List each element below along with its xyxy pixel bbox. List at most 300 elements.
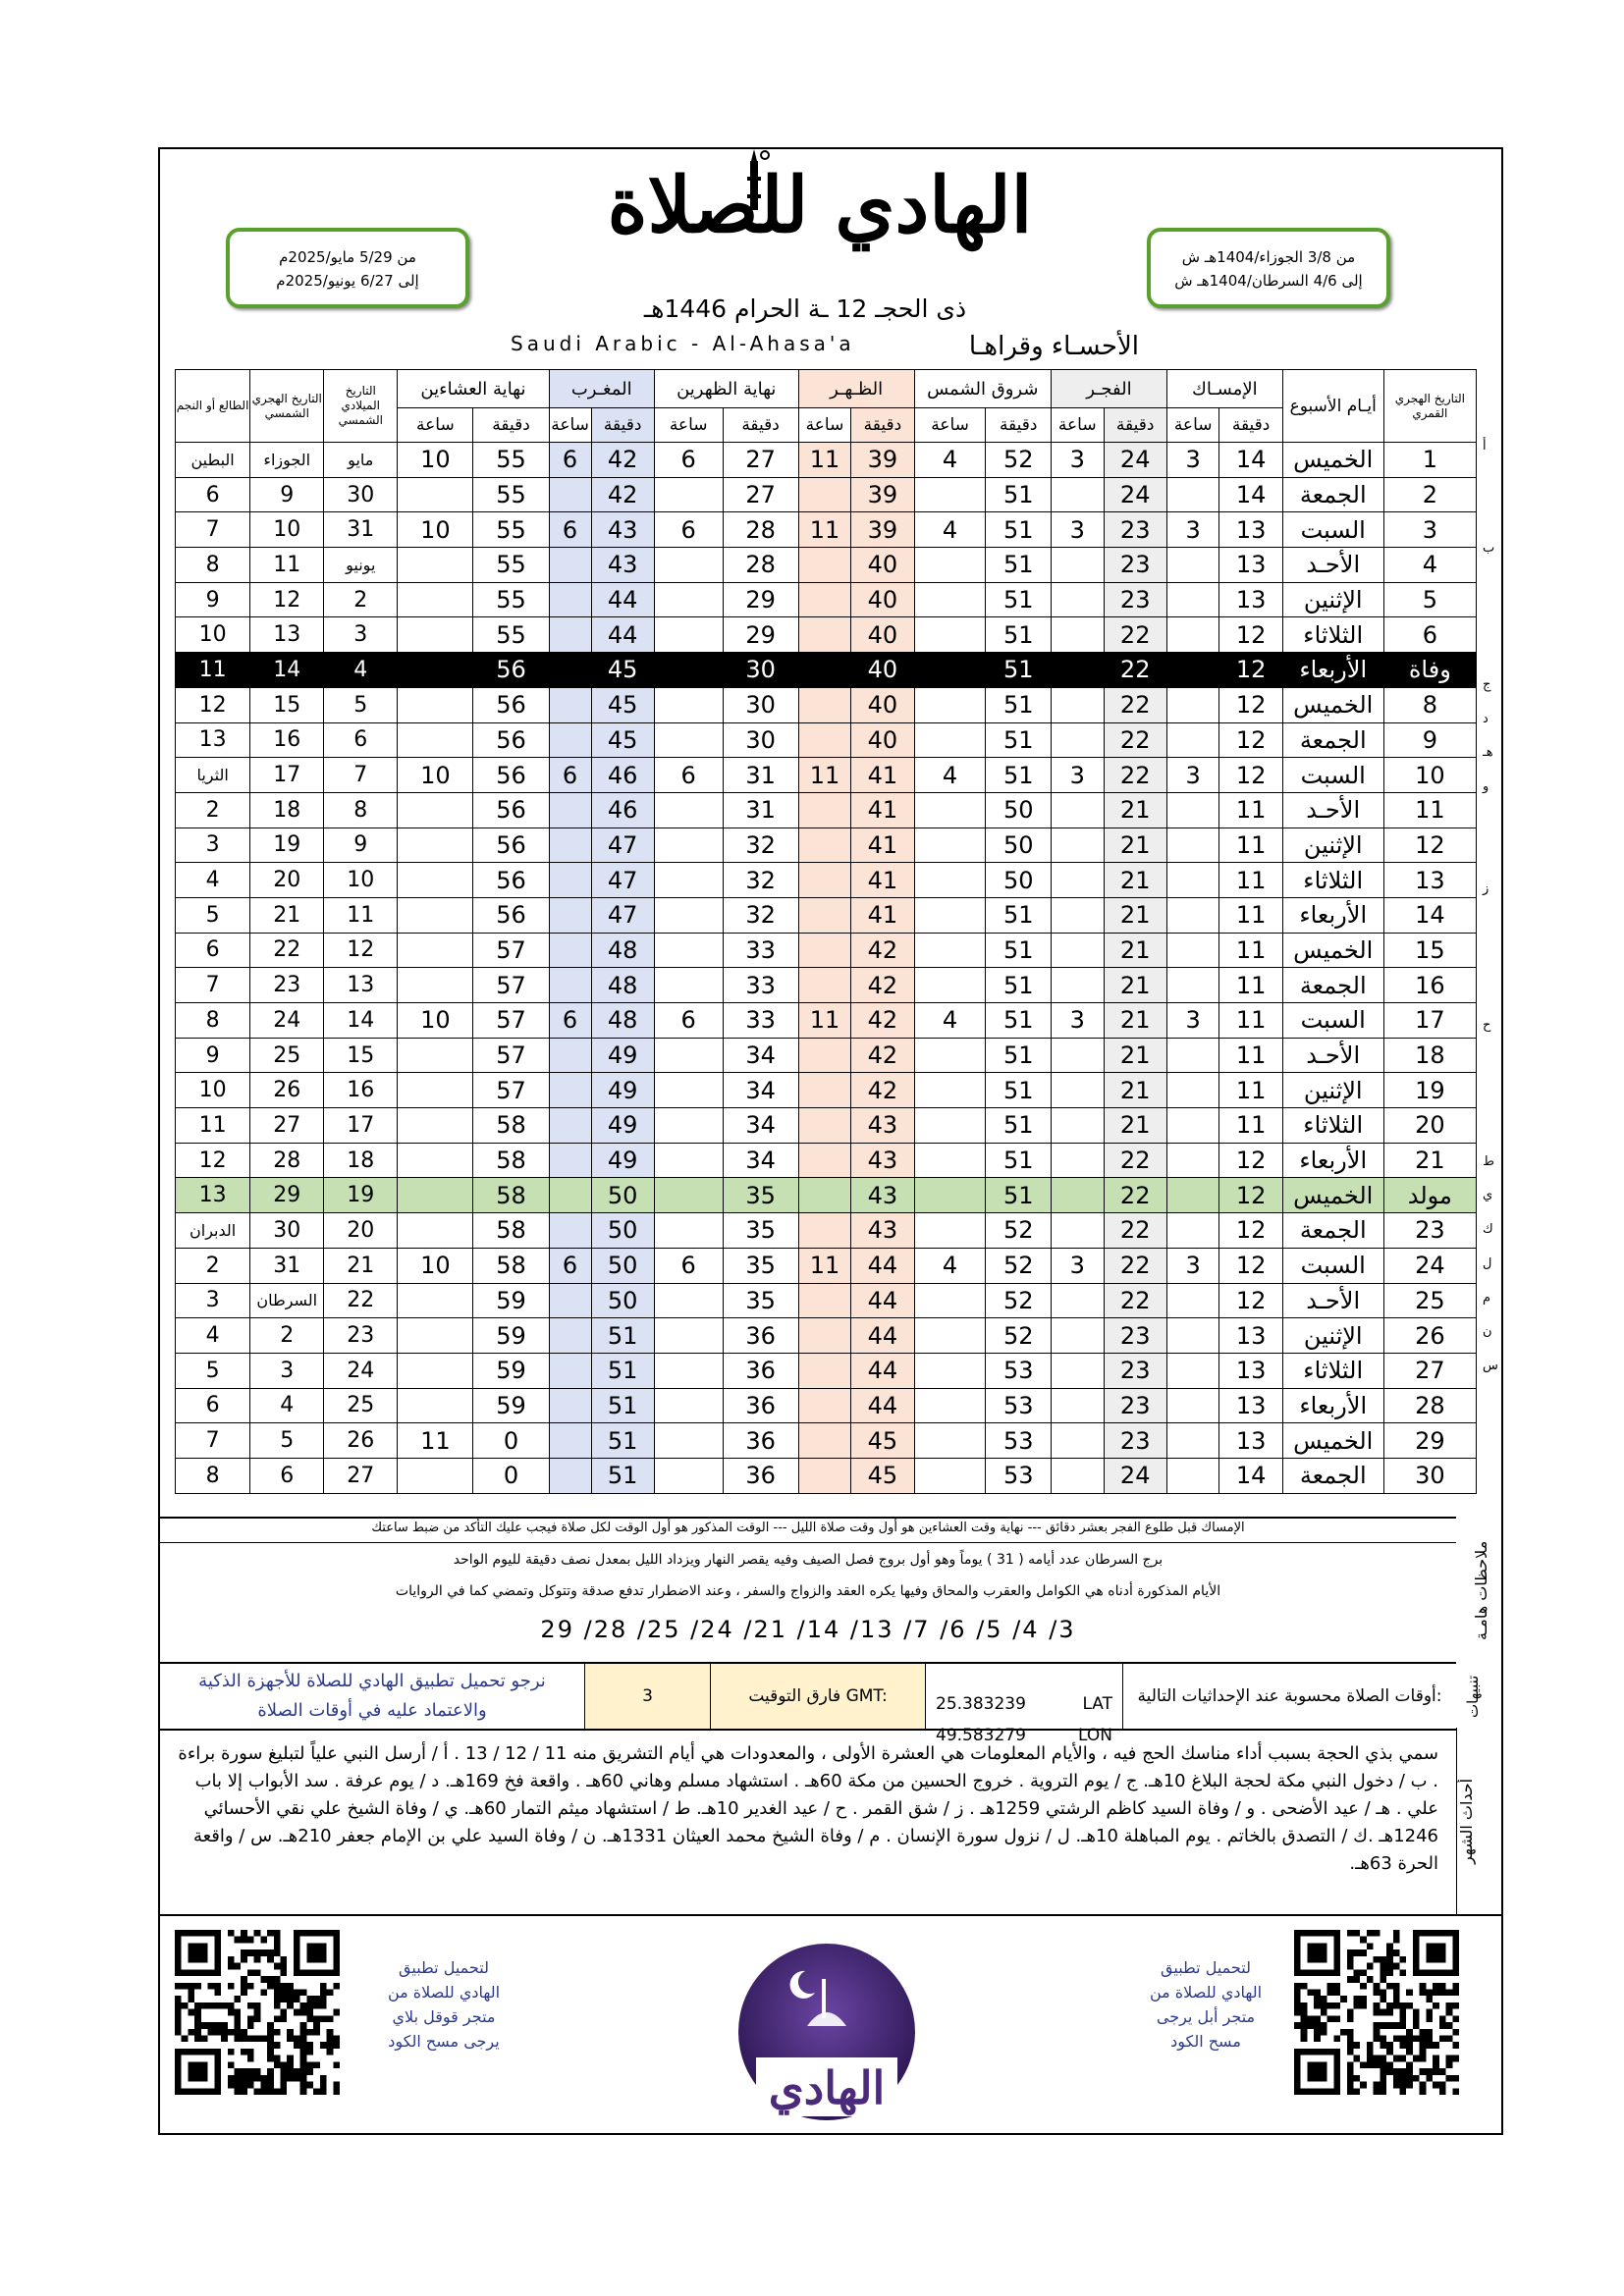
gregorian-cell: 22: [324, 1283, 398, 1318]
weekday-cell: الإثنين: [1282, 1073, 1383, 1108]
dhuhr-hour-cell: [798, 582, 851, 617]
maghrib-minute-cell: 42: [591, 443, 654, 478]
event-marker: ن: [1483, 1324, 1492, 1340]
dhuhrain-end-minute-cell: 31: [723, 792, 798, 828]
dhuhr-hour-cell: [798, 1073, 851, 1108]
fajr-minute-cell: 22: [1104, 1283, 1166, 1318]
event-marker: ح: [1483, 1017, 1491, 1033]
dhuhr-minute-cell: 44: [851, 1283, 914, 1318]
maghrib-hour-cell: [549, 687, 591, 722]
table-row: [176, 1283, 1477, 1318]
fajr-minute-cell: 22: [1104, 653, 1166, 688]
dhuhrain-end-hour-cell: [654, 1423, 723, 1459]
sunrise-hour-cell: [914, 1318, 986, 1354]
ishaain-end-minute-cell: 55: [473, 548, 549, 583]
ishaain-end-minute-cell: 57: [473, 1073, 549, 1108]
notes-label: ملاحظات هامـة: [1472, 1540, 1490, 1640]
hijri-date-cell: 6: [1383, 617, 1476, 653]
dhuhrain-end-minute-cell: 27: [723, 477, 798, 512]
maghrib-minute-cell: 49: [591, 1143, 654, 1178]
table-row: [176, 582, 1477, 617]
imsak-hour-cell: [1166, 687, 1219, 722]
fajr-minute-cell: 23: [1104, 1318, 1166, 1354]
gregorian-cell: مايو: [324, 443, 398, 478]
header-minute: دقيقة: [723, 408, 798, 443]
dhuhrain-end-minute-cell: 36: [723, 1458, 798, 1493]
star-cell: 10: [176, 1073, 250, 1108]
dhuhrain-end-hour-cell: [654, 1213, 723, 1249]
maghrib-hour-cell: [549, 722, 591, 758]
sunrise-hour-cell: [914, 828, 986, 863]
dhuhrain-end-hour-cell: [654, 1458, 723, 1493]
dhuhr-hour-cell: [798, 897, 851, 933]
sunrise-minute-cell: 52: [986, 1213, 1051, 1249]
prayer-times-body: [176, 443, 1477, 1494]
table-row: [176, 1248, 1477, 1283]
maghrib-minute-cell: 43: [591, 548, 654, 583]
maghrib-minute-cell: 48: [591, 968, 654, 1003]
dhuhr-minute-cell: 41: [851, 758, 914, 793]
header-weekday: أيـام الأسبوع: [1282, 370, 1383, 443]
imsak-minute-cell: 11: [1219, 828, 1282, 863]
weekday-cell: الخميس: [1282, 687, 1383, 722]
ishaain-end-minute-cell: 59: [473, 1318, 549, 1354]
maghrib-minute-cell: 49: [591, 1108, 654, 1144]
sunrise-minute-cell: 51: [986, 1108, 1051, 1144]
maghrib-hour-cell: 6: [549, 758, 591, 793]
fajr-minute-cell: 22: [1104, 687, 1166, 722]
maghrib-minute-cell: 47: [591, 828, 654, 863]
fajr-hour-cell: [1051, 1038, 1104, 1073]
event-marker: ز: [1483, 881, 1489, 897]
maghrib-hour-cell: 6: [549, 1248, 591, 1283]
fajr-minute-cell: 23: [1104, 1353, 1166, 1388]
event-marker: ج: [1483, 676, 1491, 692]
dhuhr-minute-cell: 39: [851, 477, 914, 512]
fajr-minute-cell: 23: [1104, 582, 1166, 617]
ishaain-end-minute-cell: 55: [473, 512, 549, 548]
maghrib-hour-cell: [549, 792, 591, 828]
sunrise-minute-cell: 52: [986, 443, 1051, 478]
solar-hijri-cell: 18: [250, 792, 324, 828]
solar-hijri-cell: 25: [250, 1038, 324, 1073]
fajr-hour-cell: 3: [1051, 1003, 1104, 1039]
solar-hijri-cell: 13: [250, 617, 324, 653]
star-cell: 8: [176, 548, 250, 583]
maghrib-hour-cell: [549, 1353, 591, 1388]
fajr-minute-cell: 24: [1104, 477, 1166, 512]
sunrise-hour-cell: [914, 1073, 986, 1108]
table-row: [176, 758, 1477, 793]
dhuhr-minute-cell: 42: [851, 1003, 914, 1039]
gmt-label: فارق التوقيت GMT:: [710, 1664, 926, 1729]
ishaain-end-minute-cell: 0: [473, 1423, 549, 1459]
header-minute: دقيقة: [1219, 408, 1282, 443]
hijri-date-cell: 11: [1383, 792, 1476, 828]
imsak-hour-cell: [1166, 548, 1219, 583]
weekday-cell: الأحـد: [1282, 548, 1383, 583]
dhuhrain-end-hour-cell: [654, 933, 723, 968]
dhuhrain-end-minute-cell: 32: [723, 863, 798, 898]
dhuhrain-end-hour-cell: 6: [654, 443, 723, 478]
sunrise-minute-cell: 51: [986, 653, 1051, 688]
hijri-month-title: ذى الحجـ 12 ـة الحرام 1446هـ: [643, 294, 967, 323]
hijri-date-cell: 10: [1383, 758, 1476, 793]
dhuhr-minute-cell: 40: [851, 653, 914, 688]
hijri-date-cell: 23: [1383, 1213, 1476, 1249]
maghrib-minute-cell: 49: [591, 1038, 654, 1073]
maghrib-hour-cell: [549, 1423, 591, 1459]
sunrise-hour-cell: [914, 1038, 986, 1073]
star-cell: 7: [176, 968, 250, 1003]
table-row: [176, 1178, 1477, 1213]
header-hour: ساعة: [798, 408, 851, 443]
ishaain-end-hour-cell: [398, 617, 473, 653]
header-minute: دقيقة: [1104, 408, 1166, 443]
fajr-minute-cell: 21: [1104, 1003, 1166, 1039]
table-row: [176, 1143, 1477, 1178]
hijri-date-cell: 24: [1383, 1248, 1476, 1283]
star-cell: 13: [176, 722, 250, 758]
header-minute: دقيقة: [986, 408, 1051, 443]
gregorian-cell: 19: [324, 1178, 398, 1213]
dhuhrain-end-minute-cell: 36: [723, 1423, 798, 1459]
dhuhrain-end-hour-cell: [654, 792, 723, 828]
maghrib-hour-cell: 6: [549, 443, 591, 478]
maghrib-minute-cell: 49: [591, 1073, 654, 1108]
maghrib-minute-cell: 47: [591, 897, 654, 933]
star-cell: 8: [176, 1003, 250, 1039]
fajr-hour-cell: [1051, 617, 1104, 653]
weekday-cell: الأربعاء: [1282, 653, 1383, 688]
maghrib-hour-cell: [549, 1143, 591, 1178]
solar-hijri-cell: 16: [250, 722, 324, 758]
header-hour: ساعة: [1051, 408, 1104, 443]
maghrib-hour-cell: [549, 1213, 591, 1249]
sunrise-minute-cell: 51: [986, 617, 1051, 653]
solar-hijri-cell: 2: [250, 1318, 324, 1354]
dhuhrain-end-hour-cell: [654, 617, 723, 653]
fajr-minute-cell: 21: [1104, 933, 1166, 968]
weekday-cell: السبت: [1282, 512, 1383, 548]
table-row: [176, 863, 1477, 898]
star-cell: 11: [176, 1108, 250, 1144]
solar-hijri-cell: 15: [250, 687, 324, 722]
fajr-hour-cell: [1051, 548, 1104, 583]
imsak-hour-cell: [1166, 933, 1219, 968]
star-cell: 8: [176, 1458, 250, 1493]
apple-store-qr-code[interactable]: [1294, 1930, 1459, 2095]
table-row: [176, 968, 1477, 1003]
prayer-times-table: [175, 369, 1477, 1494]
weekday-cell: الجمعة: [1282, 477, 1383, 512]
dhuhrain-end-hour-cell: [654, 548, 723, 583]
sunrise-minute-cell: 51: [986, 933, 1051, 968]
gregorian-cell: 30: [324, 477, 398, 512]
fajr-minute-cell: 22: [1104, 722, 1166, 758]
lat-label: LAT: [1082, 1694, 1112, 1714]
weekday-cell: الجمعة: [1282, 1458, 1383, 1493]
imsak-minute-cell: 12: [1219, 722, 1282, 758]
dhuhrain-end-minute-cell: 33: [723, 933, 798, 968]
maghrib-minute-cell: 51: [591, 1353, 654, 1388]
sunrise-hour-cell: [914, 968, 986, 1003]
dhuhr-minute-cell: 40: [851, 722, 914, 758]
maghrib-hour-cell: [549, 968, 591, 1003]
dhuhr-hour-cell: [798, 1388, 851, 1423]
solar-hijri-cell: 4: [250, 1388, 324, 1423]
header-dhuhr: الظـهـر: [798, 370, 914, 408]
event-marker: ط: [1483, 1153, 1495, 1169]
ishaain-end-hour-cell: [398, 1073, 473, 1108]
dhuhrain-end-hour-cell: [654, 897, 723, 933]
weekday-cell: السبت: [1282, 758, 1383, 793]
star-cell: 9: [176, 1038, 250, 1073]
gregorian-cell: 14: [324, 1003, 398, 1039]
note-line-2: برج السرطان عدد أيامه ( 31 ) يوماً وهو أول بروج فصل الصيف وفيه يقصر النهار ويزداد الليل بمعدل نصف دقيقة لليوم الواحد: [453, 1552, 1164, 1568]
event-marker: س: [1483, 1358, 1498, 1373]
imsak-hour-cell: [1166, 1213, 1219, 1249]
imsak-minute-cell: 11: [1219, 897, 1282, 933]
imsak-hour-cell: [1166, 653, 1219, 688]
ishaain-end-minute-cell: 56: [473, 828, 549, 863]
imsak-minute-cell: 12: [1219, 617, 1282, 653]
imsak-hour-cell: [1166, 477, 1219, 512]
ishaain-end-minute-cell: 56: [473, 863, 549, 898]
ishaain-end-minute-cell: 59: [473, 1388, 549, 1423]
sunrise-hour-cell: [914, 863, 986, 898]
gregorian-cell: 16: [324, 1073, 398, 1108]
gregorian-range-box: [226, 228, 469, 308]
ishaain-end-minute-cell: 58: [473, 1108, 549, 1144]
fajr-hour-cell: [1051, 1073, 1104, 1108]
sunrise-hour-cell: [914, 1388, 986, 1423]
table-row: [176, 443, 1477, 478]
solar-hijri-cell: 12: [250, 582, 324, 617]
solar-hijri-cell: 17: [250, 758, 324, 793]
solar-hijri-range-box: [1147, 228, 1390, 308]
dhuhrain-end-minute-cell: 33: [723, 968, 798, 1003]
table-row: [176, 653, 1477, 688]
sunrise-hour-cell: [914, 1458, 986, 1493]
gregorian-cell: 8: [324, 792, 398, 828]
header-minute: دقيقة: [851, 408, 914, 443]
dhuhr-hour-cell: [798, 1143, 851, 1178]
imsak-minute-cell: 14: [1219, 477, 1282, 512]
table-row: [176, 933, 1477, 968]
sunrise-minute-cell: 51: [986, 722, 1051, 758]
ishaain-end-hour-cell: [398, 653, 473, 688]
fajr-minute-cell: 23: [1104, 548, 1166, 583]
dhuhrain-end-hour-cell: 6: [654, 1003, 723, 1039]
dhuhrain-end-minute-cell: 32: [723, 897, 798, 933]
imsak-minute-cell: 13: [1219, 1318, 1282, 1354]
weekday-cell: الأربعاء: [1282, 1143, 1383, 1178]
header-ishaain-end: نهاية العشاءين: [398, 370, 549, 408]
ishaain-end-hour-cell: [398, 1353, 473, 1388]
maghrib-minute-cell: 51: [591, 1423, 654, 1459]
weekday-cell: الجمعة: [1282, 722, 1383, 758]
dhuhrain-end-hour-cell: [654, 1388, 723, 1423]
header-fajr: الفجـر: [1051, 370, 1166, 408]
dhuhr-hour-cell: [798, 1353, 851, 1388]
dhuhrain-end-hour-cell: [654, 968, 723, 1003]
table-row: [176, 1318, 1477, 1354]
star-cell: 7: [176, 1423, 250, 1459]
fajr-minute-cell: 24: [1104, 1458, 1166, 1493]
location-latin: Saudi Arabic - Al-Ahasa'a: [511, 332, 855, 355]
sunrise-hour-cell: [914, 1178, 986, 1213]
sunrise-hour-cell: [914, 897, 986, 933]
maghrib-hour-cell: [549, 1178, 591, 1213]
ishaain-end-hour-cell: [398, 548, 473, 583]
gmt-value: 3: [584, 1664, 710, 1729]
sunrise-minute-cell: 51: [986, 1003, 1051, 1039]
header-hijri-date: التاريخ الهجري القمري: [1383, 370, 1476, 443]
dhuhr-hour-cell: [798, 1283, 851, 1318]
ishaain-end-hour-cell: [398, 477, 473, 512]
dhuhrain-end-minute-cell: 35: [723, 1178, 798, 1213]
maghrib-hour-cell: [549, 1108, 591, 1144]
sunrise-minute-cell: 51: [986, 1178, 1051, 1213]
star-cell: 6: [176, 933, 250, 968]
fajr-hour-cell: [1051, 897, 1104, 933]
hijri-date-cell: مولد: [1383, 1178, 1476, 1213]
ishaain-end-hour-cell: [398, 1318, 473, 1354]
dhuhr-minute-cell: 40: [851, 582, 914, 617]
fajr-minute-cell: 21: [1104, 968, 1166, 1003]
imsak-hour-cell: [1166, 828, 1219, 863]
gregorian-cell: 2: [324, 582, 398, 617]
maghrib-hour-cell: [549, 548, 591, 583]
ishaain-end-hour-cell: 10: [398, 758, 473, 793]
star-cell: 7: [176, 512, 250, 548]
maghrib-hour-cell: [549, 582, 591, 617]
hijri-date-cell: 16: [1383, 968, 1476, 1003]
unlucky-days-list: 3/ 4/ 5/ 6/ 7/ 13/ 14/ 21/ 24/ 25/ 28/ 29: [540, 1616, 1076, 1643]
fajr-hour-cell: 3: [1051, 443, 1104, 478]
star-cell: 9: [176, 582, 250, 617]
maghrib-minute-cell: 48: [591, 933, 654, 968]
imsak-hour-cell: [1166, 863, 1219, 898]
imsak-minute-cell: 12: [1219, 1248, 1282, 1283]
weekday-cell: الإثنين: [1282, 1318, 1383, 1354]
fajr-hour-cell: [1051, 1388, 1104, 1423]
gregorian-cell: 31: [324, 512, 398, 548]
imsak-minute-cell: 11: [1219, 1073, 1282, 1108]
hijri-date-cell: 8: [1383, 687, 1476, 722]
sunrise-hour-cell: [914, 1108, 986, 1144]
dhuhr-hour-cell: [798, 792, 851, 828]
ishaain-end-hour-cell: [398, 1143, 473, 1178]
dhuhr-minute-cell: 44: [851, 1353, 914, 1388]
dhuhrain-end-minute-cell: 36: [723, 1318, 798, 1354]
star-cell: 4: [176, 863, 250, 898]
dhuhrain-end-minute-cell: 31: [723, 758, 798, 793]
maghrib-hour-cell: [549, 1038, 591, 1073]
solar-hijri-cell: 5: [250, 1423, 324, 1459]
ishaain-end-minute-cell: 57: [473, 933, 549, 968]
sunrise-hour-cell: [914, 1213, 986, 1249]
sunrise-hour-cell: [914, 1423, 986, 1459]
weekday-cell: الأحـد: [1282, 1283, 1383, 1318]
imsak-minute-cell: 13: [1219, 548, 1282, 583]
dhuhr-hour-cell: [798, 828, 851, 863]
solar-hijri-cell: 6: [250, 1458, 324, 1493]
star-cell: 6: [176, 1388, 250, 1423]
imsak-hour-cell: [1166, 722, 1219, 758]
header-hour: ساعة: [914, 408, 986, 443]
sunrise-minute-cell: 52: [986, 1318, 1051, 1354]
maghrib-minute-cell: 50: [591, 1213, 654, 1249]
imsak-hour-cell: [1166, 1178, 1219, 1213]
fajr-hour-cell: [1051, 1353, 1104, 1388]
header-dhuhrain-end: نهاية الظهرين: [654, 370, 798, 408]
imsak-hour-cell: [1166, 897, 1219, 933]
google-play-qr-code[interactable]: [175, 1930, 340, 2095]
imsak-hour-cell: [1166, 1353, 1219, 1388]
dhuhrain-end-hour-cell: [654, 1283, 723, 1318]
dhuhr-minute-cell: 43: [851, 1213, 914, 1249]
solar-hijri-range-from: من 3/8 الجوزاء/1404هـ ش: [1181, 248, 1356, 266]
sunrise-minute-cell: 52: [986, 1283, 1051, 1318]
weekday-cell: الإثنين: [1282, 582, 1383, 617]
fajr-hour-cell: [1051, 933, 1104, 968]
dhuhrain-end-minute-cell: 32: [723, 828, 798, 863]
star-cell: 6: [176, 477, 250, 512]
gregorian-cell: 10: [324, 863, 398, 898]
event-marker: د: [1483, 711, 1489, 726]
dhuhrain-end-hour-cell: [654, 653, 723, 688]
maghrib-minute-cell: 51: [591, 1458, 654, 1493]
dhuhrain-end-minute-cell: 30: [723, 653, 798, 688]
sunrise-minute-cell: 51: [986, 968, 1051, 1003]
dhuhrain-end-minute-cell: 34: [723, 1143, 798, 1178]
maghrib-hour-cell: [549, 477, 591, 512]
dhuhr-hour-cell: [798, 1213, 851, 1249]
weekday-cell: الخميس: [1282, 1423, 1383, 1459]
fajr-minute-cell: 23: [1104, 1388, 1166, 1423]
dhuhrain-end-hour-cell: [654, 477, 723, 512]
dhuhr-hour-cell: [798, 1038, 851, 1073]
solar-hijri-cell: 14: [250, 653, 324, 688]
dhuhrain-end-hour-cell: 6: [654, 512, 723, 548]
footer-logo-text: الهادي: [768, 2061, 886, 2114]
sunrise-hour-cell: [914, 617, 986, 653]
gregorian-cell: 27: [324, 1458, 398, 1493]
dhuhr-hour-cell: [798, 1318, 851, 1354]
sunrise-minute-cell: 51: [986, 758, 1051, 793]
hijri-date-cell: 14: [1383, 897, 1476, 933]
ishaain-end-minute-cell: 56: [473, 758, 549, 793]
solar-hijri-range-to: إلى 4/6 السرطان/1404هـ ش: [1174, 272, 1363, 290]
fajr-minute-cell: 22: [1104, 758, 1166, 793]
dhuhr-hour-cell: [798, 617, 851, 653]
sunrise-minute-cell: 50: [986, 828, 1051, 863]
header-sunrise: شروق الشمس: [914, 370, 1051, 408]
table-row: [176, 617, 1477, 653]
dhuhr-minute-cell: 43: [851, 1178, 914, 1213]
sunrise-hour-cell: 4: [914, 443, 986, 478]
solar-hijri-cell: الجوزاء: [250, 443, 324, 478]
ishaain-end-minute-cell: 56: [473, 792, 549, 828]
info-label: تنبيهات: [1464, 1675, 1482, 1718]
imsak-minute-cell: 14: [1219, 1458, 1282, 1493]
ishaain-end-hour-cell: [398, 1178, 473, 1213]
hijri-date-cell: 5: [1383, 582, 1476, 617]
star-cell: 12: [176, 1143, 250, 1178]
dhuhrain-end-minute-cell: 30: [723, 687, 798, 722]
